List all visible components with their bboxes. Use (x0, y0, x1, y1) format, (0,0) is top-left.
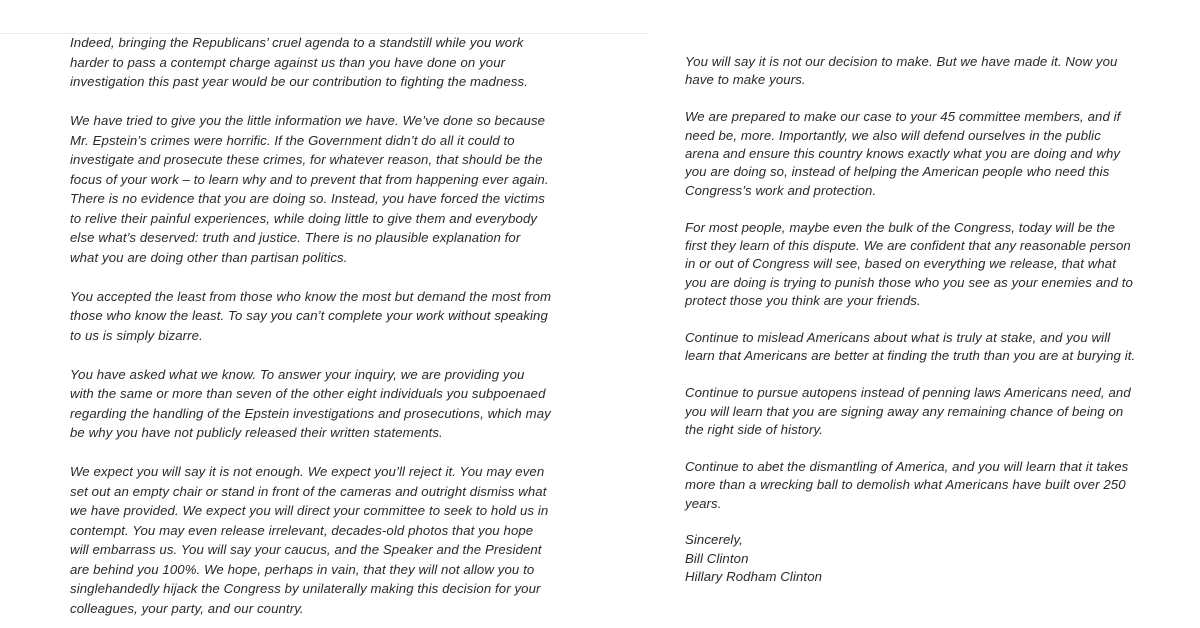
paragraph: For most people, maybe even the bulk of the Congress, today will be the first they learn of this dispute. We are confident that any reasonable person in or out of Congress will see, based on everything we release, that what you are doing is trying to punish those who you see as your enemies and to protect those you think are your friends. (685, 219, 1133, 309)
letter-left-column (70, 33, 552, 628)
paragraph: Indeed, bringing the Republicans’ cruel agenda to a standstill while you work harder to pass a contempt charge against us than you have done on your investigation this past year would be our contribution to fighting the madness. (70, 35, 529, 89)
signer-name: Bill Clinton (685, 550, 749, 566)
paragraph: We have tried to give you the little information we have. We’ve done so because Mr. Epstein’s crimes were horrific. If the Government didn’t do all it could to investigate and prosecute these crimes, for whatever reason, that should be the focus of your work – to learn why and to prevent that from happening ever again. There is no evidence that you are doing so. Instead, you have forced the victims to relive their painful experiences, while doing little to give them and everybody else what’s deserved: truth and justice. There is no plausible explanation for what you are doing other than partisan politics. (70, 113, 549, 265)
paragraph: You have asked what we know. To answer your inquiry, we are providing you with the same or more than seven of the other eight individuals you subpoenaed regarding the handling of the Epstein investigations and prosecutions, which may be why you have not publicly released their written statements. (70, 366, 551, 440)
paragraph: You will say it is not our decision to make. But we have made it. Now you have to make yours. (685, 54, 1118, 88)
paragraph: You accepted the least from those who know the most but demand the most from those who know the least. To say you can’t complete your work without speaking to us is simply bizarre. (70, 288, 552, 343)
paragraph: Continue to mislead Americans about what is truly at stake, and you will learn that Americans are better at finding the truth than you are at burying it. (685, 330, 1136, 364)
signature-closing: Sincerely, (685, 532, 743, 548)
signer-name: Hillary Rodham Clinton (685, 569, 823, 585)
paragraph: Continue to pursue autopens instead of penning laws Americans need, and you will learn that you are signing away any remaining chance of being on the right side of history. (685, 385, 1131, 438)
paragraph: We expect you will say it is not enough. We expect you’ll reject it. You may even set out an empty chair or stand in front of the cameras and outright dismiss what we have provided. We expect you will direct your committee to seek to hold us in contempt. You may even release irrelevant, decades-old photos that you hope will embarrass us. You will say your caucus, and the Speaker and the President are behind you 100%. We hope, perhaps in vain, that they will not allow you to singlehandedly hijack the Congress by unilaterally making this decision for your colleagues, your party, and our country. (70, 464, 549, 616)
paragraph: Continue to abet the dismantling of America, and you will learn that it takes more than a wrecking ball to demolish what Americans have built over 250 years. (685, 458, 1129, 511)
letter-right-column (685, 53, 1137, 587)
signature-block (685, 531, 1137, 586)
paragraph: We are prepared to make our case to your 45 committee members, and if need be, more. Importantly, we also will defend ourselves in the public arena and ensure this country knows exactly what you are doing and why you are doing so, instead of helping the American people who need this Congress’s work and protection. (685, 109, 1121, 198)
